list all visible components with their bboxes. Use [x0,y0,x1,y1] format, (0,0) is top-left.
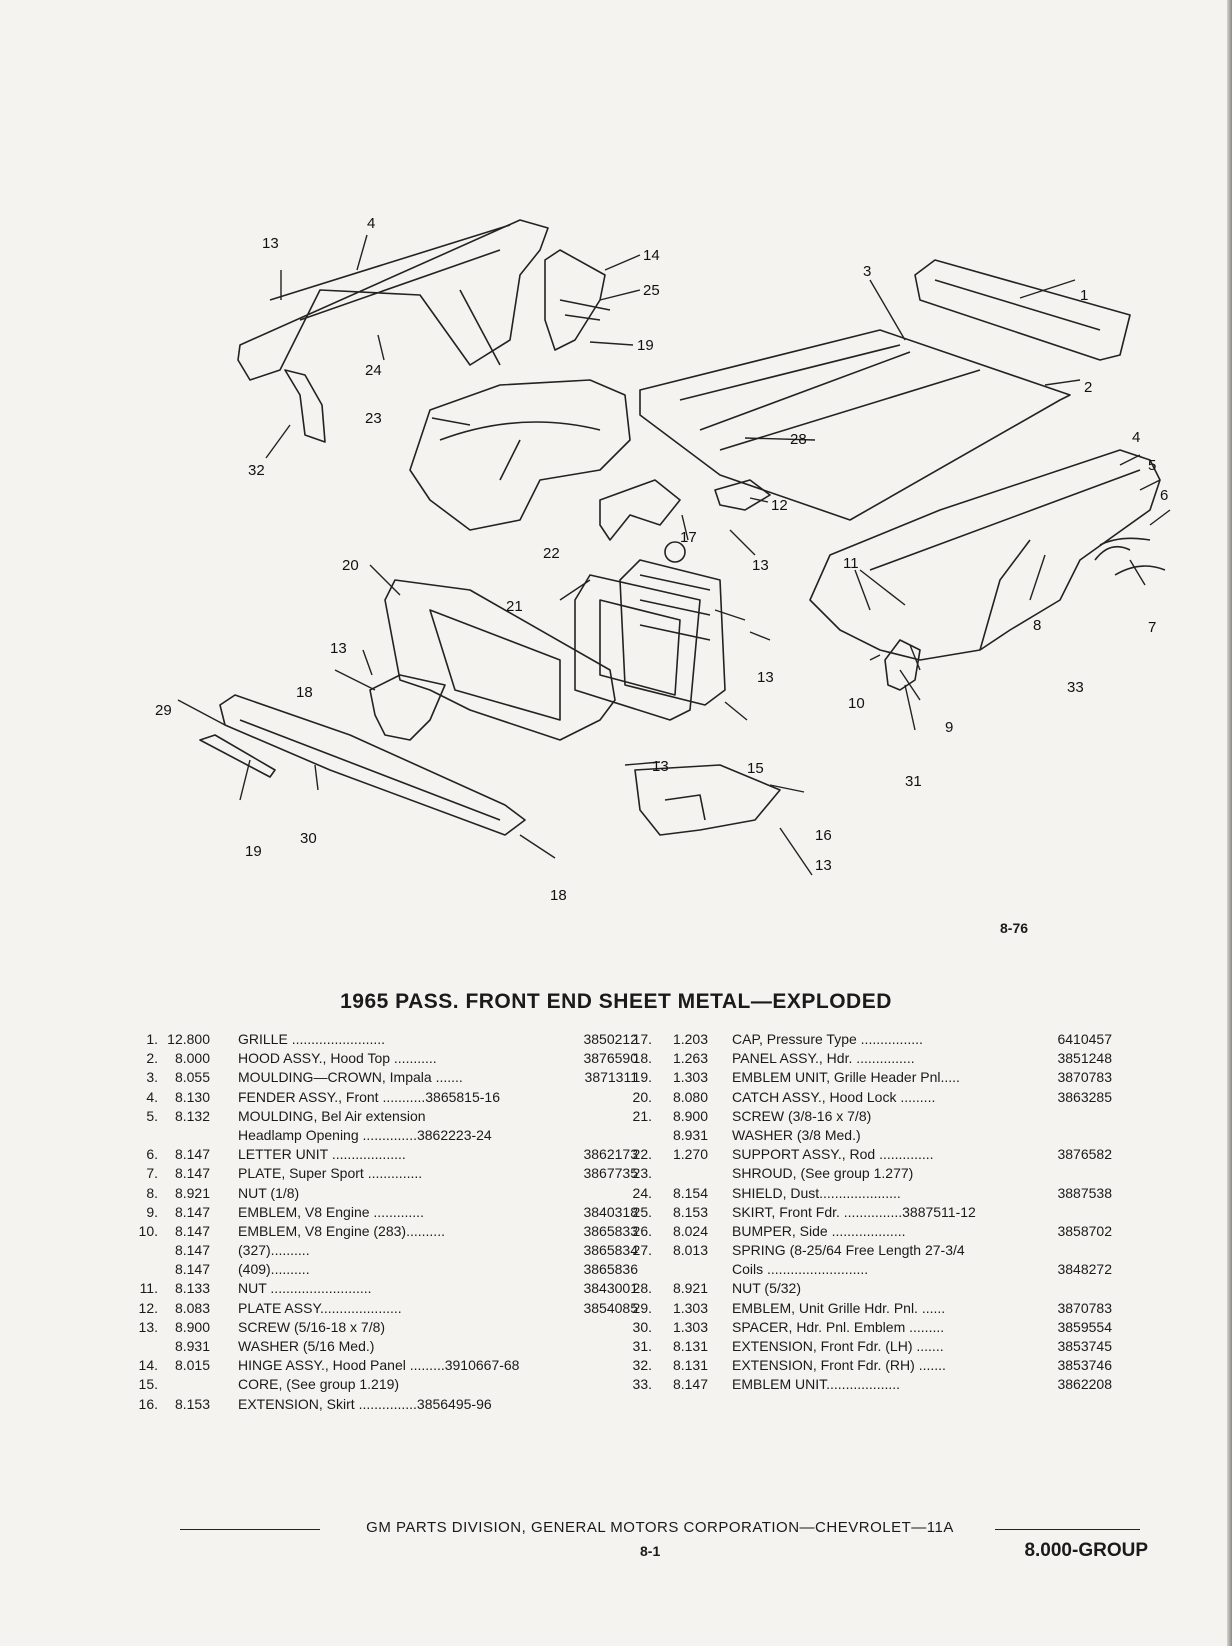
parts-list-right [622,1030,1112,1395]
part-description: EXTENSION, Front Fdr. (RH) ....... [732,1357,946,1374]
callout-23: 21 [506,598,523,615]
item-number: 15. [138,1376,158,1393]
parts-row [622,1337,1112,1356]
group-number: 8.154 [672,1184,708,1201]
part-description: EMBLEM, Unit Grille Hdr. Pnl. ...... [732,1299,946,1316]
parts-row [138,1164,638,1183]
part-number: 3853745 [1057,1338,1112,1354]
parts-row [622,1222,1112,1241]
part-number: 6410457 [1057,1031,1112,1047]
footer-text: GM PARTS DIVISION, GENERAL MOTORS CORPORATION—CHEVROLET—11A [366,1519,954,1536]
callout-17: 17 [680,529,697,546]
group-number: 8.132 [174,1107,210,1124]
item-number: 7. [146,1165,158,1182]
part-description: MOULDING—CROWN, Impala ....... [238,1069,463,1086]
parts-row [138,1375,638,1394]
dust-shield [600,480,680,540]
part-number: 3862208 [1057,1376,1112,1393]
radiator-support [385,580,615,740]
parts-row [138,1337,638,1356]
part-number: 3865836 [583,1261,638,1278]
footer-rule-right [995,1529,1140,1530]
callout-25: 23 [365,410,382,427]
callout-32: 32 [248,462,265,479]
parts-row [138,1222,638,1241]
part-description: EMBLEM UNIT, Grille Header Pnl..... [732,1069,960,1086]
callout-13f: 13 [815,857,832,874]
group-number: 8.130 [174,1088,210,1105]
callout-28: 28 [790,431,807,448]
item-number: 2. [146,1050,158,1067]
callout-1: 1 [1080,287,1089,304]
part-number: 3887538 [1057,1184,1112,1201]
part-description: SHROUD, (See group 1.277) [732,1165,914,1182]
callout-11: 11 [843,555,859,572]
item-number: 21. [632,1107,652,1124]
part-number: 3854085 [583,1299,638,1316]
part-description: SCREW (5/16-18 x 7/8) [238,1318,386,1335]
item-number: 19. [632,1069,652,1086]
parts-list-left [138,1030,638,1414]
callout-4b: 4 [1132,429,1141,446]
item-number: 33. [632,1376,652,1393]
callout-26: 24 [365,362,382,379]
item-number: 4. [146,1088,158,1105]
part-description: EMBLEM UNIT................... [732,1376,901,1393]
part-number: 3853746 [1057,1357,1112,1374]
group-number: 1.203 [672,1031,708,1047]
callout-21: 19 [637,337,654,354]
fender-extension-lh [885,640,920,690]
group-number: 12.800 [167,1031,210,1047]
callout-13e: 13 [652,758,669,775]
group-number: 1.270 [672,1146,708,1163]
part-number: 3859554 [1057,1318,1112,1335]
parts-row [622,1356,1112,1375]
part-description: SUPPORT ASSY., Rod .............. [732,1146,934,1163]
part-number: 3876590 [583,1050,638,1067]
part-description: CAP, Pressure Type ................ [732,1031,923,1047]
part-description: SKIRT, Front Fdr. ...............3887511-12 [732,1203,976,1220]
part-description: HINGE ASSY., Hood Panel .........3910667-68 [238,1357,520,1374]
item-number: 6. [146,1146,158,1163]
parts-row [138,1356,638,1375]
part-number: 3850212 [583,1031,638,1047]
group-number: 8.080 [672,1088,708,1105]
group-number: 8.131 [672,1357,708,1374]
parts-row [622,1318,1112,1337]
group-number: 8.024 [672,1222,708,1239]
part-number: 3867735 [583,1165,638,1182]
group-number: 8.931 [174,1338,210,1354]
grille [915,260,1130,360]
parts-row [622,1279,1112,1298]
fender-extension-rh [285,370,325,442]
fender-skirt [410,380,630,530]
item-number: 16. [138,1395,158,1412]
part-description: WASHER (3/8 Med.) [732,1126,861,1143]
part-number: 3863285 [1057,1088,1112,1105]
group-number: 8.921 [174,1184,210,1201]
part-description: SPACER, Hdr. Pnl. Emblem ......... [732,1318,945,1335]
part-description: EMBLEM, V8 Engine ............. [238,1203,424,1220]
parts-row [138,1030,638,1049]
part-description: (409).......... [238,1261,310,1278]
part-description: NUT .......................... [238,1280,372,1297]
parts-row [622,1107,1112,1126]
item-number: 10. [138,1222,158,1239]
part-description: WASHER (5/16 Med.) [238,1338,375,1354]
group-number: 1.303 [672,1299,708,1316]
part-number: 3848272 [1057,1261,1112,1278]
part-number: 3871311 [584,1069,638,1086]
parts-row [138,1395,638,1414]
part-number: 3870783 [1057,1299,1112,1316]
part-description: LETTER UNIT ................... [238,1146,406,1163]
callout-31: 31 [905,773,922,790]
group-number: 8.900 [672,1107,708,1124]
part-description: EXTENSION, Front Fdr. (LH) ....... [732,1338,944,1354]
callout-4a: 4 [367,215,376,232]
part-description: GRILLE ........................ [238,1031,386,1047]
item-number: 1. [146,1031,158,1047]
part-description: FENDER ASSY., Front ...........3865815-16 [238,1088,500,1105]
fender-left [238,220,548,380]
item-number: 12. [138,1299,158,1316]
group-number: 8.083 [174,1299,210,1316]
part-description: PANEL ASSY., Hdr. ............... [732,1050,915,1067]
group-number: 8.013 [672,1242,708,1259]
item-number: 11. [139,1280,158,1297]
callout-7: 7 [1148,619,1157,636]
part-description: BUMPER, Side ................... [732,1222,906,1239]
part-description: MOULDING, Bel Air extension [238,1107,426,1124]
parts-row [622,1203,1112,1222]
parts-row [622,1164,1112,1183]
part-description: EXTENSION, Skirt ...............3856495-96 [238,1395,492,1412]
item-number: 32. [632,1357,652,1374]
group-number: 8.147 [174,1203,210,1220]
parts-row [138,1184,638,1203]
item-number: 18. [632,1050,652,1067]
group-number: 1.263 [672,1050,708,1067]
callout-15: 15 [747,760,764,777]
group-number: 8.055 [174,1069,210,1086]
callout-13b: 13 [752,557,769,574]
parts-row [622,1184,1112,1203]
item-number: 13. [138,1318,158,1335]
group-number: 8.147 [174,1222,210,1239]
parts-row [622,1299,1112,1318]
group-number: 8.153 [672,1203,708,1220]
group-number: 1.303 [672,1069,708,1086]
callout-29: 29 [155,702,172,719]
item-number: 31. [632,1338,652,1354]
callout-3: 3 [863,263,872,280]
callout-10: 10 [848,695,865,712]
parts-row [138,1299,638,1318]
callout-13d: 13 [757,669,774,686]
part-number: 3851248 [1057,1050,1112,1067]
item-number: 20. [632,1088,652,1105]
item-number: 3. [146,1069,158,1086]
part-description: EMBLEM, V8 Engine (283).......... [238,1222,445,1239]
plate-assy [715,480,770,510]
group-number: 8.147 [174,1261,210,1278]
page-title: 1965 PASS. FRONT END SHEET METAL—EXPLODED [340,990,892,1013]
parts-row [138,1279,638,1298]
emblem-script [1095,538,1165,575]
group-number: 8.147 [174,1242,210,1259]
callout-16: 16 [815,827,832,844]
group-number: 8.931 [672,1126,708,1143]
callout-20: 18 [296,684,313,701]
parts-row [138,1318,638,1337]
part-description: PLATE ASSY..................... [238,1299,402,1316]
part-number: 3865834 [583,1242,638,1259]
parts-row [138,1260,638,1279]
part-number: 3858702 [1057,1222,1112,1239]
item-number: 9. [146,1203,158,1220]
parts-row [622,1068,1112,1087]
part-description: Headlamp Opening ..............3862223-24 [238,1126,492,1143]
item-number: 23. [632,1165,652,1182]
group-number: 8.153 [174,1395,210,1412]
parts-row [622,1049,1112,1068]
callout-18: 18 [550,887,567,904]
parts-row [622,1030,1112,1049]
parts-row [138,1088,638,1107]
callout-13a: 13 [262,235,279,252]
callout-22: 20 [342,557,359,574]
exploded-diagram [0,180,1232,940]
part-description: NUT (1/8) [238,1184,300,1201]
item-number: 30. [632,1318,652,1335]
item-number: 17. [632,1031,652,1047]
item-number: 14. [138,1357,158,1374]
hood [640,330,1070,520]
item-number: 24. [632,1184,652,1201]
callout-14: 14 [643,247,660,264]
parts-row [622,1088,1112,1107]
part-number: 3862173 [583,1146,638,1163]
callout-5: 5 [1148,457,1157,474]
callout-19: 19 [245,843,262,860]
callout-6: 6 [1160,487,1169,504]
part-description: PLATE, Super Sport .............. [238,1165,423,1182]
part-number: 3870783 [1057,1069,1112,1086]
item-number: 25. [632,1203,652,1220]
part-description: HOOD ASSY., Hood Top ........... [238,1050,437,1067]
parts-row [138,1145,638,1164]
parts-row [138,1203,638,1222]
part-description: NUT (5/32) [732,1280,801,1297]
hood-catch [370,675,445,740]
callout-12: 12 [771,497,788,514]
callout-27: 25 [643,282,660,299]
callout-33: 33 [1067,679,1084,696]
group-number: 8.900 [174,1318,210,1335]
callout-24: 22 [543,545,560,562]
item-number: 28. [632,1280,652,1297]
parts-row [138,1049,638,1068]
group-number: 8.147 [672,1376,708,1393]
page-number: 8-1 [640,1543,661,1559]
group-number: 8.921 [672,1280,708,1297]
group-number: 8.147 [174,1146,210,1163]
parts-row [622,1145,1112,1164]
part-description: SCREW (3/8-16 x 7/8) [732,1107,872,1124]
callout-9: 9 [945,719,954,736]
part-description: CORE, (See group 1.219) [238,1376,400,1393]
figure-id: 8-76 [1000,920,1029,936]
parts-row [622,1375,1112,1394]
part-number: 3843001 [583,1280,638,1297]
parts-row [138,1068,638,1087]
parts-row [138,1126,638,1145]
group-label: 8.000-GROUP [1024,1540,1148,1561]
group-number: 8.000 [174,1050,210,1067]
item-number: 5. [146,1107,158,1124]
callout-30: 30 [300,830,317,847]
parts-row [138,1241,638,1260]
callout-13c: 13 [330,640,347,657]
parts-row [622,1126,1112,1145]
group-number: 8.133 [174,1280,210,1297]
parts-row [622,1241,1112,1260]
item-number: 8. [146,1184,158,1201]
parts-row [138,1107,638,1126]
callout-2: 2 [1084,379,1093,396]
item-number: 27. [632,1242,652,1259]
parts-row [622,1260,1112,1279]
part-number: 3840318 [583,1203,638,1220]
part-description: (327).......... [238,1242,310,1259]
part-description: CATCH ASSY., Hood Lock ......... [732,1088,936,1105]
group-number: 1.303 [672,1318,708,1335]
group-number: 8.015 [174,1357,210,1374]
part-description: SHIELD, Dust..................... [732,1184,901,1201]
hood-hinge [545,250,605,350]
part-number: 3876582 [1057,1146,1112,1163]
group-number: 8.131 [672,1338,708,1354]
group-number: 8.147 [174,1165,210,1182]
callout-8: 8 [1033,617,1042,634]
item-number: 22. [632,1146,652,1163]
part-description: Coils .......................... [732,1261,869,1278]
item-number: 26. [632,1222,652,1239]
item-number: 29. [632,1299,652,1316]
part-number: 3865833 [583,1222,638,1239]
part-description: SPRING (8-25/64 Free Length 27-3/4 [732,1242,965,1259]
